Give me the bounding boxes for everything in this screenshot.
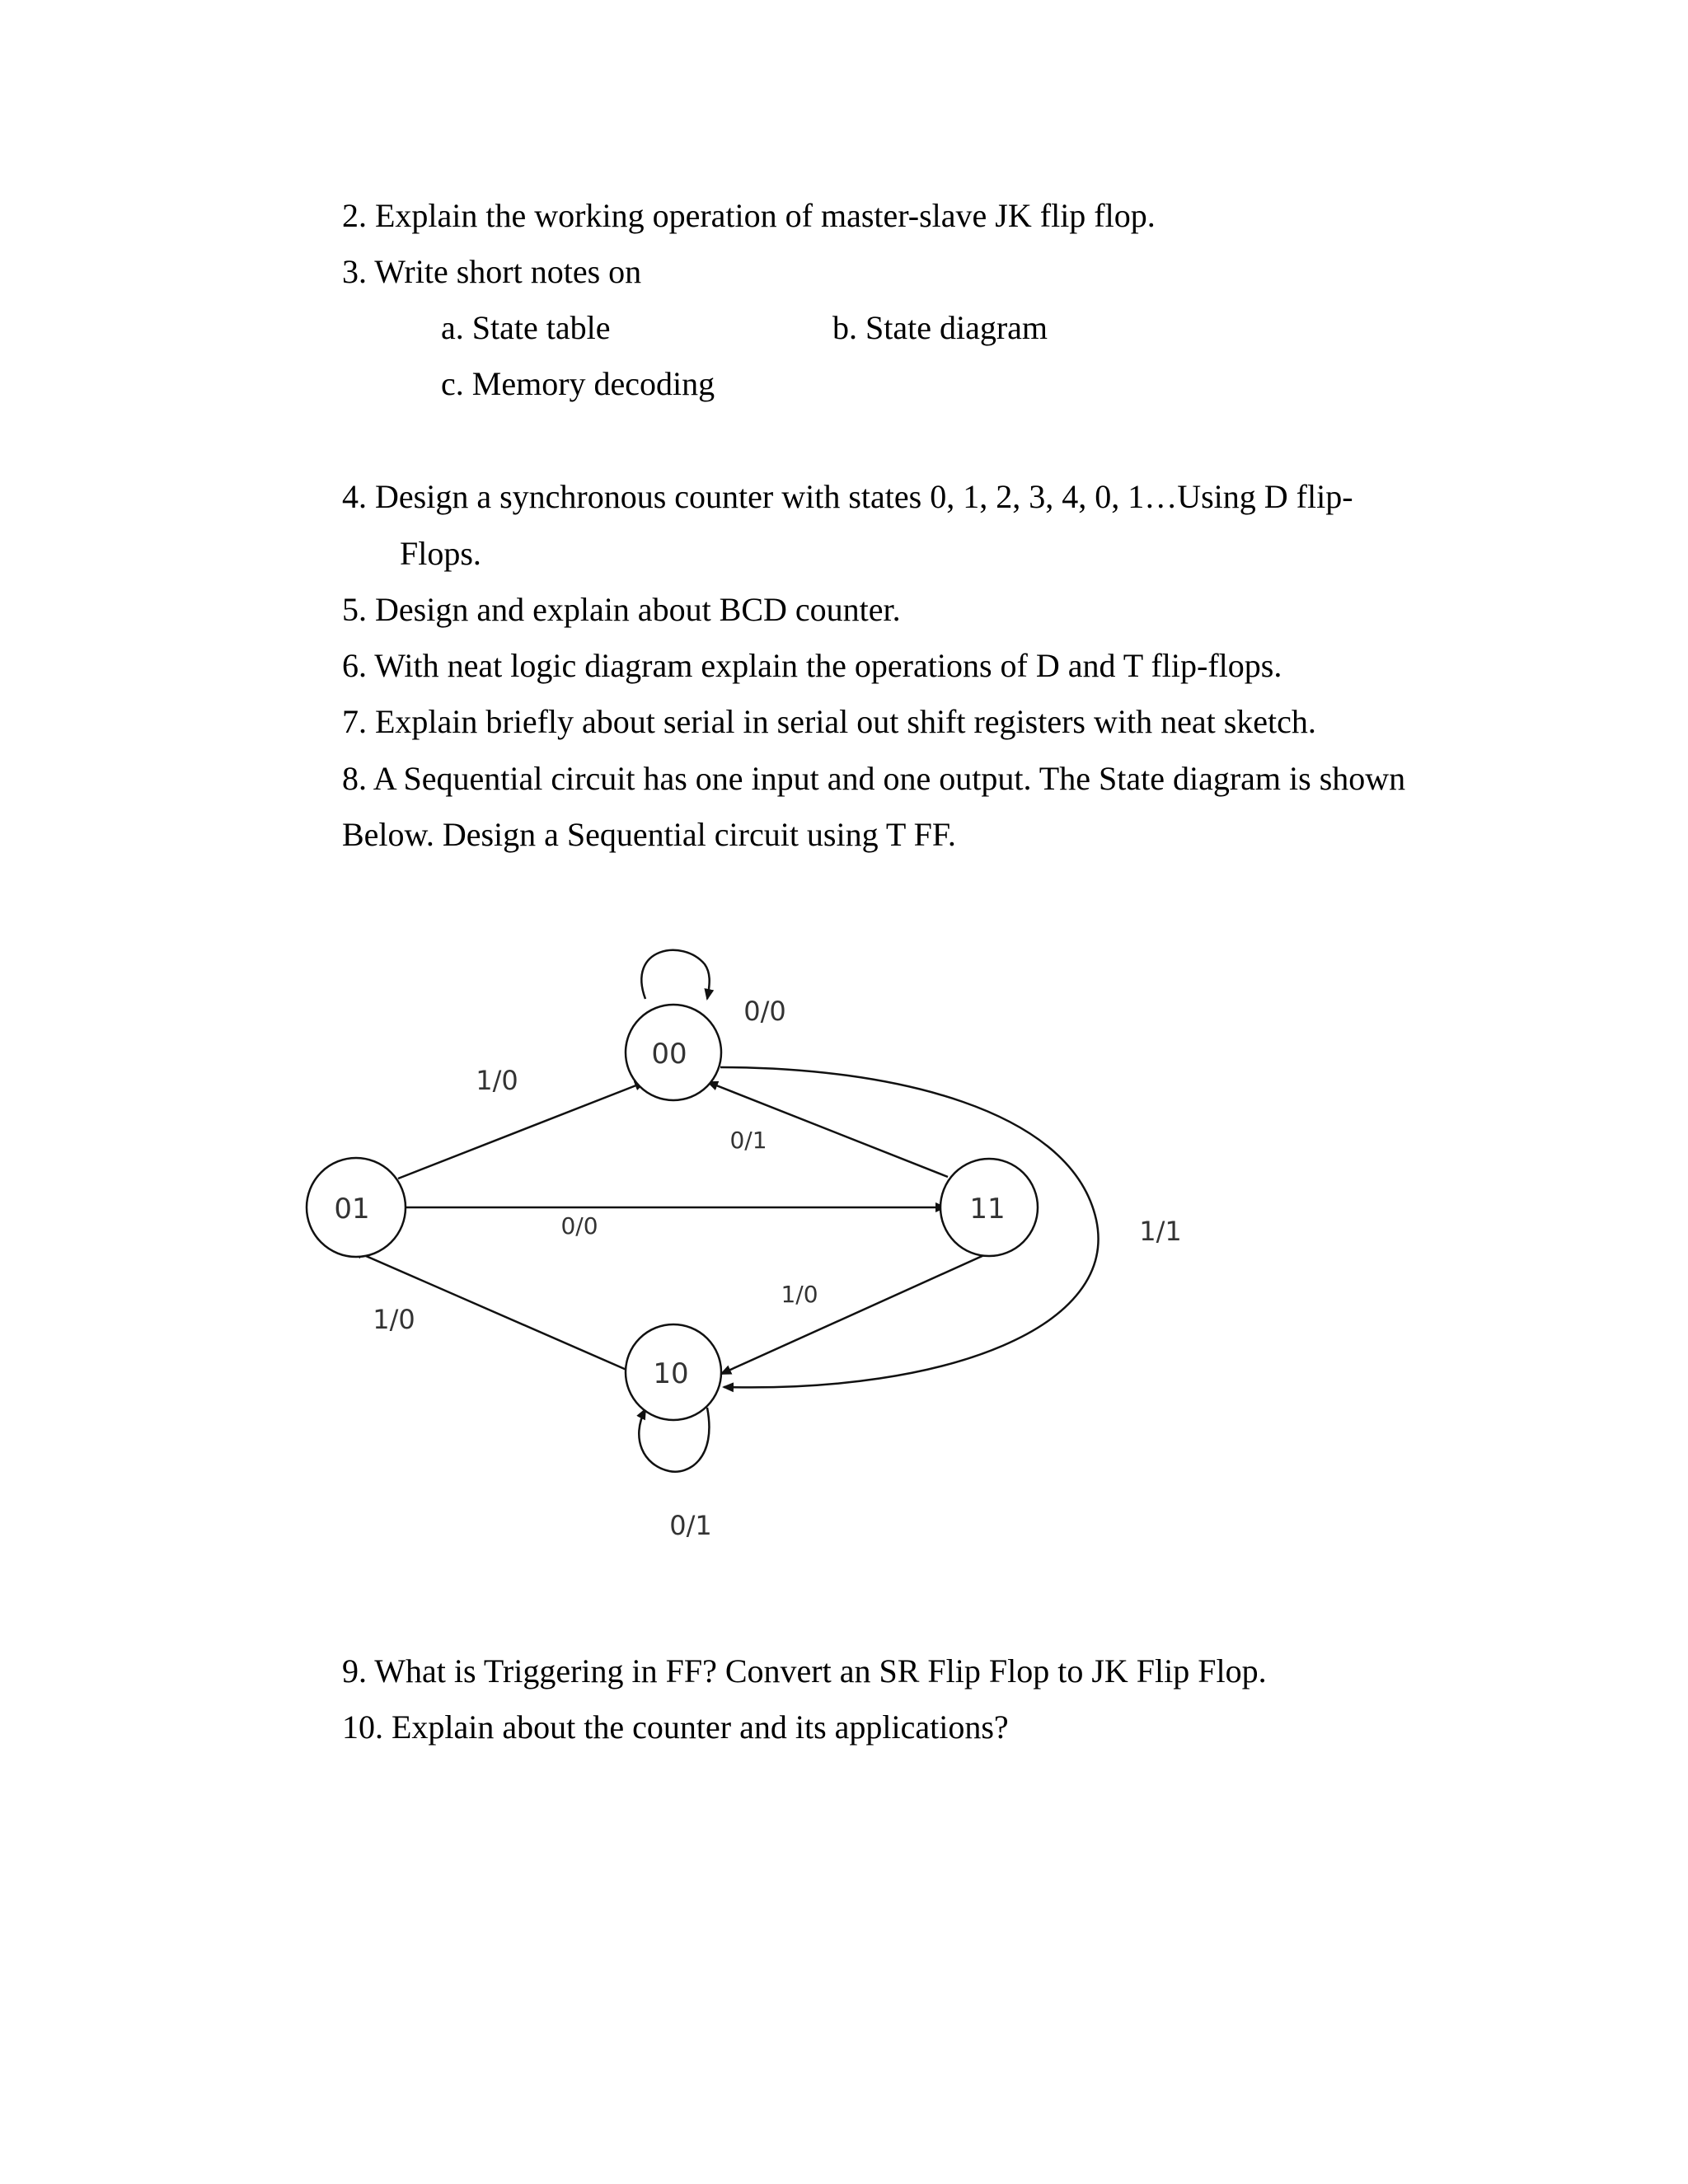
- state-01-label: 01: [334, 1193, 370, 1226]
- question-3c: c. Memory decoding: [441, 365, 715, 402]
- question-4-line-1: 4. Design a synchronous counter with states 0, 1, 2, 3, 4, 0, 1…Using D flip-: [342, 478, 1353, 515]
- label-10-to-01: 1/0: [373, 1304, 415, 1335]
- question-3: 3. Write short notes on: [342, 253, 642, 290]
- transition-00-to-10: [720, 1067, 1099, 1387]
- transition-01-to-00: [398, 1082, 645, 1179]
- question-10: 10. Explain about the counter and its applications?: [342, 1708, 1009, 1746]
- question-4-line-2: Flops.: [400, 535, 481, 572]
- label-11-to-10: 1/0: [781, 1281, 818, 1308]
- transition-11-to-10: [721, 1251, 993, 1374]
- label-01-to-00: 1/0: [476, 1065, 518, 1096]
- state-00-label: 00: [651, 1038, 687, 1071]
- question-2: 2. Explain the working operation of master-slave JK flip flop.: [342, 197, 1156, 234]
- question-8-line-2: Below. Design a Sequential circuit using T FF.: [342, 816, 956, 853]
- question-6: 6. With neat logic diagram explain the operations of D and T flip-flops.: [342, 647, 1282, 684]
- question-3b: b. State diagram: [832, 309, 1048, 346]
- state-00: [626, 1005, 721, 1100]
- question-5: 5. Design and explain about BCD counter.: [342, 591, 901, 628]
- state-11-label: 11: [969, 1193, 1006, 1226]
- state-10: [626, 1324, 721, 1420]
- state-11: [940, 1159, 1038, 1256]
- question-9: 9. What is Triggering in FF? Convert an SR Flip Flop to JK Flip Flop.: [342, 1652, 1267, 1690]
- label-self-00: 0/0: [743, 996, 786, 1027]
- transition-self-00: [641, 950, 709, 999]
- label-00-to-10: 1/1: [1139, 1216, 1182, 1247]
- question-8-line-1: 8. A Sequential circuit has one input and one output. The State diagram is shown: [342, 760, 1406, 797]
- label-11-to-00: 0/1: [729, 1127, 767, 1154]
- question-3a: a. State table: [441, 309, 611, 346]
- state-10-label: 10: [653, 1357, 689, 1390]
- label-01-to-11: 0/0: [560, 1212, 598, 1240]
- label-self-10: 0/1: [669, 1510, 712, 1541]
- question-7: 7. Explain briefly about serial in serial out shift registers with neat sketch.: [342, 703, 1316, 740]
- state-01: [307, 1158, 406, 1257]
